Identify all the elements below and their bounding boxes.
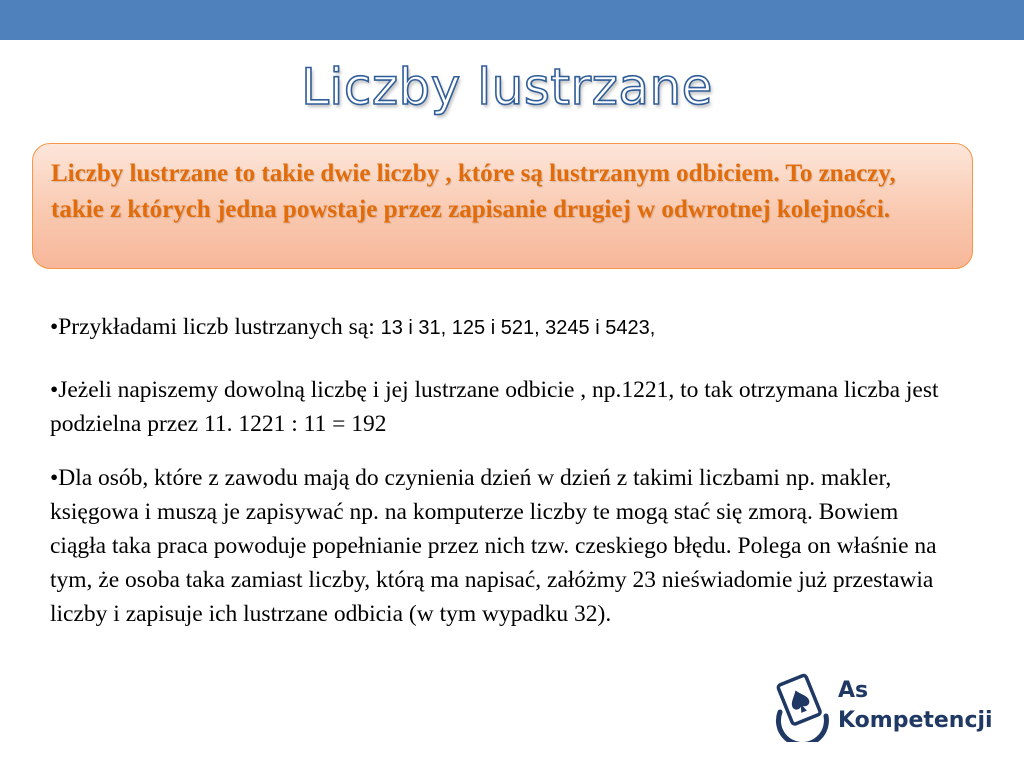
bullet-examples-numbers: 13 i 31, 125 i 521, 3245 i 5423,: [380, 317, 656, 339]
definition-text: Liczby lustrzane to takie dwie liczby , które są lustrzanym odbiciem. To znaczy, takie z których jedna powstaje przez zapisanie drugiej w odwrotnej kolejności.: [51, 160, 896, 223]
bullet-czech-error: •Dla osób, które z zawodu mają do czynienia dzień w dzień z takimi liczbami np. makler, księgowa i muszą je zapisywać np. na komputerze liczby te mogą stać się zmorą. Bowiem ciągła taka praca powoduje popełnianie przez nich tzw. czeskiego błędu. Polega on właśnie na tym, że osoba taka zamiast liczby, którą ma napisać, załóżmy 23 nieświadomie już przestawia liczby i zapisuje ich lustrzane odbicia (w tym wypadku 32).: [50, 465, 937, 627]
spade-card-icon: [770, 672, 834, 742]
logo-text: [838, 676, 993, 736]
logo-line-2: Kompetencji: [838, 708, 993, 733]
logo-line-1: As: [838, 678, 869, 703]
top-bar: [0, 0, 1024, 40]
definition-box: [32, 143, 973, 269]
logo: [770, 672, 1000, 742]
bullet-examples-prefix: •Przykładami liczb lustrzanych są:: [50, 314, 381, 340]
bullet-divisibility: •Jeżeli napiszemy dowolną liczbę i jej lustrzane odbicie , np.1221, to tak otrzymana liczba jest podzielna przez 11. 1221 : 11 = 192: [50, 377, 939, 437]
bullet-examples: [50, 310, 960, 345]
slide-title: Liczby lustrzane: [301, 58, 713, 116]
